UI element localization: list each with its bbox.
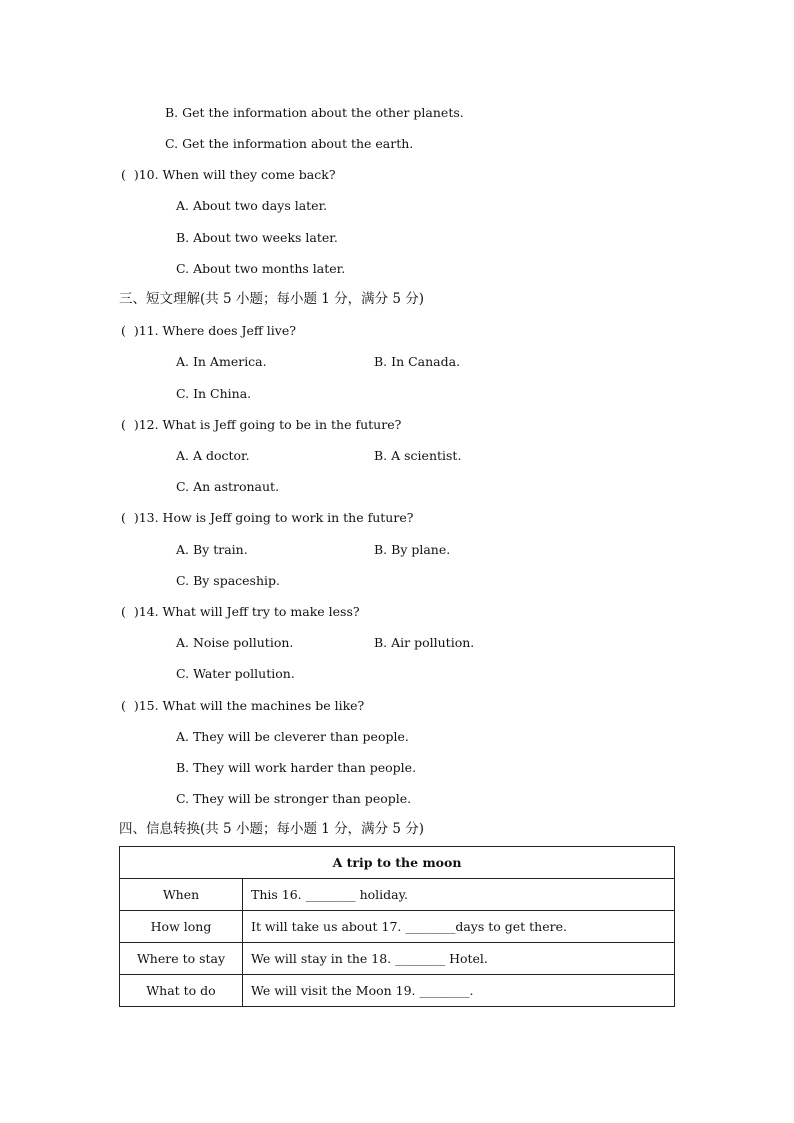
question-12 (121, 417, 401, 433)
table-row (120, 911, 675, 943)
q9-option-c: C. Get the information about the earth. (165, 136, 414, 151)
row-value[interactable]: It will take us about 17. ________days to get there. (243, 911, 675, 943)
q15-option-c: C. They will be stronger than people. (176, 791, 412, 806)
answer-paren[interactable]: ( ) (121, 698, 139, 713)
row-key: How long (120, 911, 243, 943)
q14-option-a: A. Noise pollution. (176, 635, 294, 650)
q12-option-a: A. A doctor. (176, 448, 250, 463)
table-row (120, 879, 675, 911)
question-text: 11. Where does Jeff live? (138, 323, 296, 338)
q10-option-c: C. About two months later. (176, 261, 346, 276)
row-key: Where to stay (120, 943, 243, 975)
info-table (119, 846, 675, 1007)
section-4-title: 四、信息转换(共 5 小题；每小题 1 分，满分 5 分) (119, 821, 425, 837)
answer-paren[interactable]: ( ) (121, 417, 139, 432)
q9-option-b: B. Get the information about the other planets. (165, 105, 464, 120)
question-text: 14. What will Jeff try to make less? (138, 604, 360, 619)
q11-option-c: C. In China. (176, 386, 252, 401)
question-14 (121, 604, 360, 620)
question-text: 15. What will the machines be like? (138, 698, 365, 713)
q11-option-a: A. In America. (176, 354, 267, 369)
answer-paren[interactable]: ( ) (121, 510, 139, 525)
answer-paren[interactable]: ( ) (121, 604, 139, 619)
row-value[interactable]: We will visit the Moon 19. ________. (243, 975, 675, 1007)
table-header-row (120, 847, 675, 879)
row-key: When (120, 879, 243, 911)
q14-option-c: C. Water pollution. (176, 666, 295, 681)
question-10 (121, 167, 336, 183)
question-13 (121, 510, 413, 526)
q12-option-b: B. A scientist. (374, 448, 462, 463)
section-3-title: 三、短文理解(共 5 小题；每小题 1 分，满分 5 分) (119, 291, 425, 307)
question-11 (121, 323, 296, 339)
answer-paren[interactable]: ( ) (121, 323, 139, 338)
table-title: A trip to the moon (120, 847, 675, 879)
q15-option-a: A. They will be cleverer than people. (176, 729, 409, 744)
q14-option-b: B. Air pollution. (374, 635, 475, 650)
answer-paren[interactable]: ( ) (121, 167, 139, 182)
row-key: What to do (120, 975, 243, 1007)
q10-option-a: A. About two days later. (176, 198, 328, 213)
row-value[interactable]: This 16. ________ holiday. (243, 879, 675, 911)
table-row (120, 943, 675, 975)
q15-option-b: B. They will work harder than people. (176, 760, 417, 775)
q10-option-b: B. About two weeks later. (176, 230, 338, 245)
q11-option-b: B. In Canada. (374, 354, 461, 369)
question-text: 10. When will they come back? (138, 167, 336, 182)
table-row (120, 975, 675, 1007)
question-text: 12. What is Jeff going to be in the future? (138, 417, 402, 432)
q13-option-b: B. By plane. (374, 542, 451, 557)
q13-option-c: C. By spaceship. (176, 573, 280, 588)
q12-option-c: C. An astronaut. (176, 479, 280, 494)
question-text: 13. How is Jeff going to work in the future? (138, 510, 414, 525)
row-value[interactable]: We will stay in the 18. ________ Hotel. (243, 943, 675, 975)
question-15 (121, 698, 364, 714)
q13-option-a: A. By train. (176, 542, 248, 557)
